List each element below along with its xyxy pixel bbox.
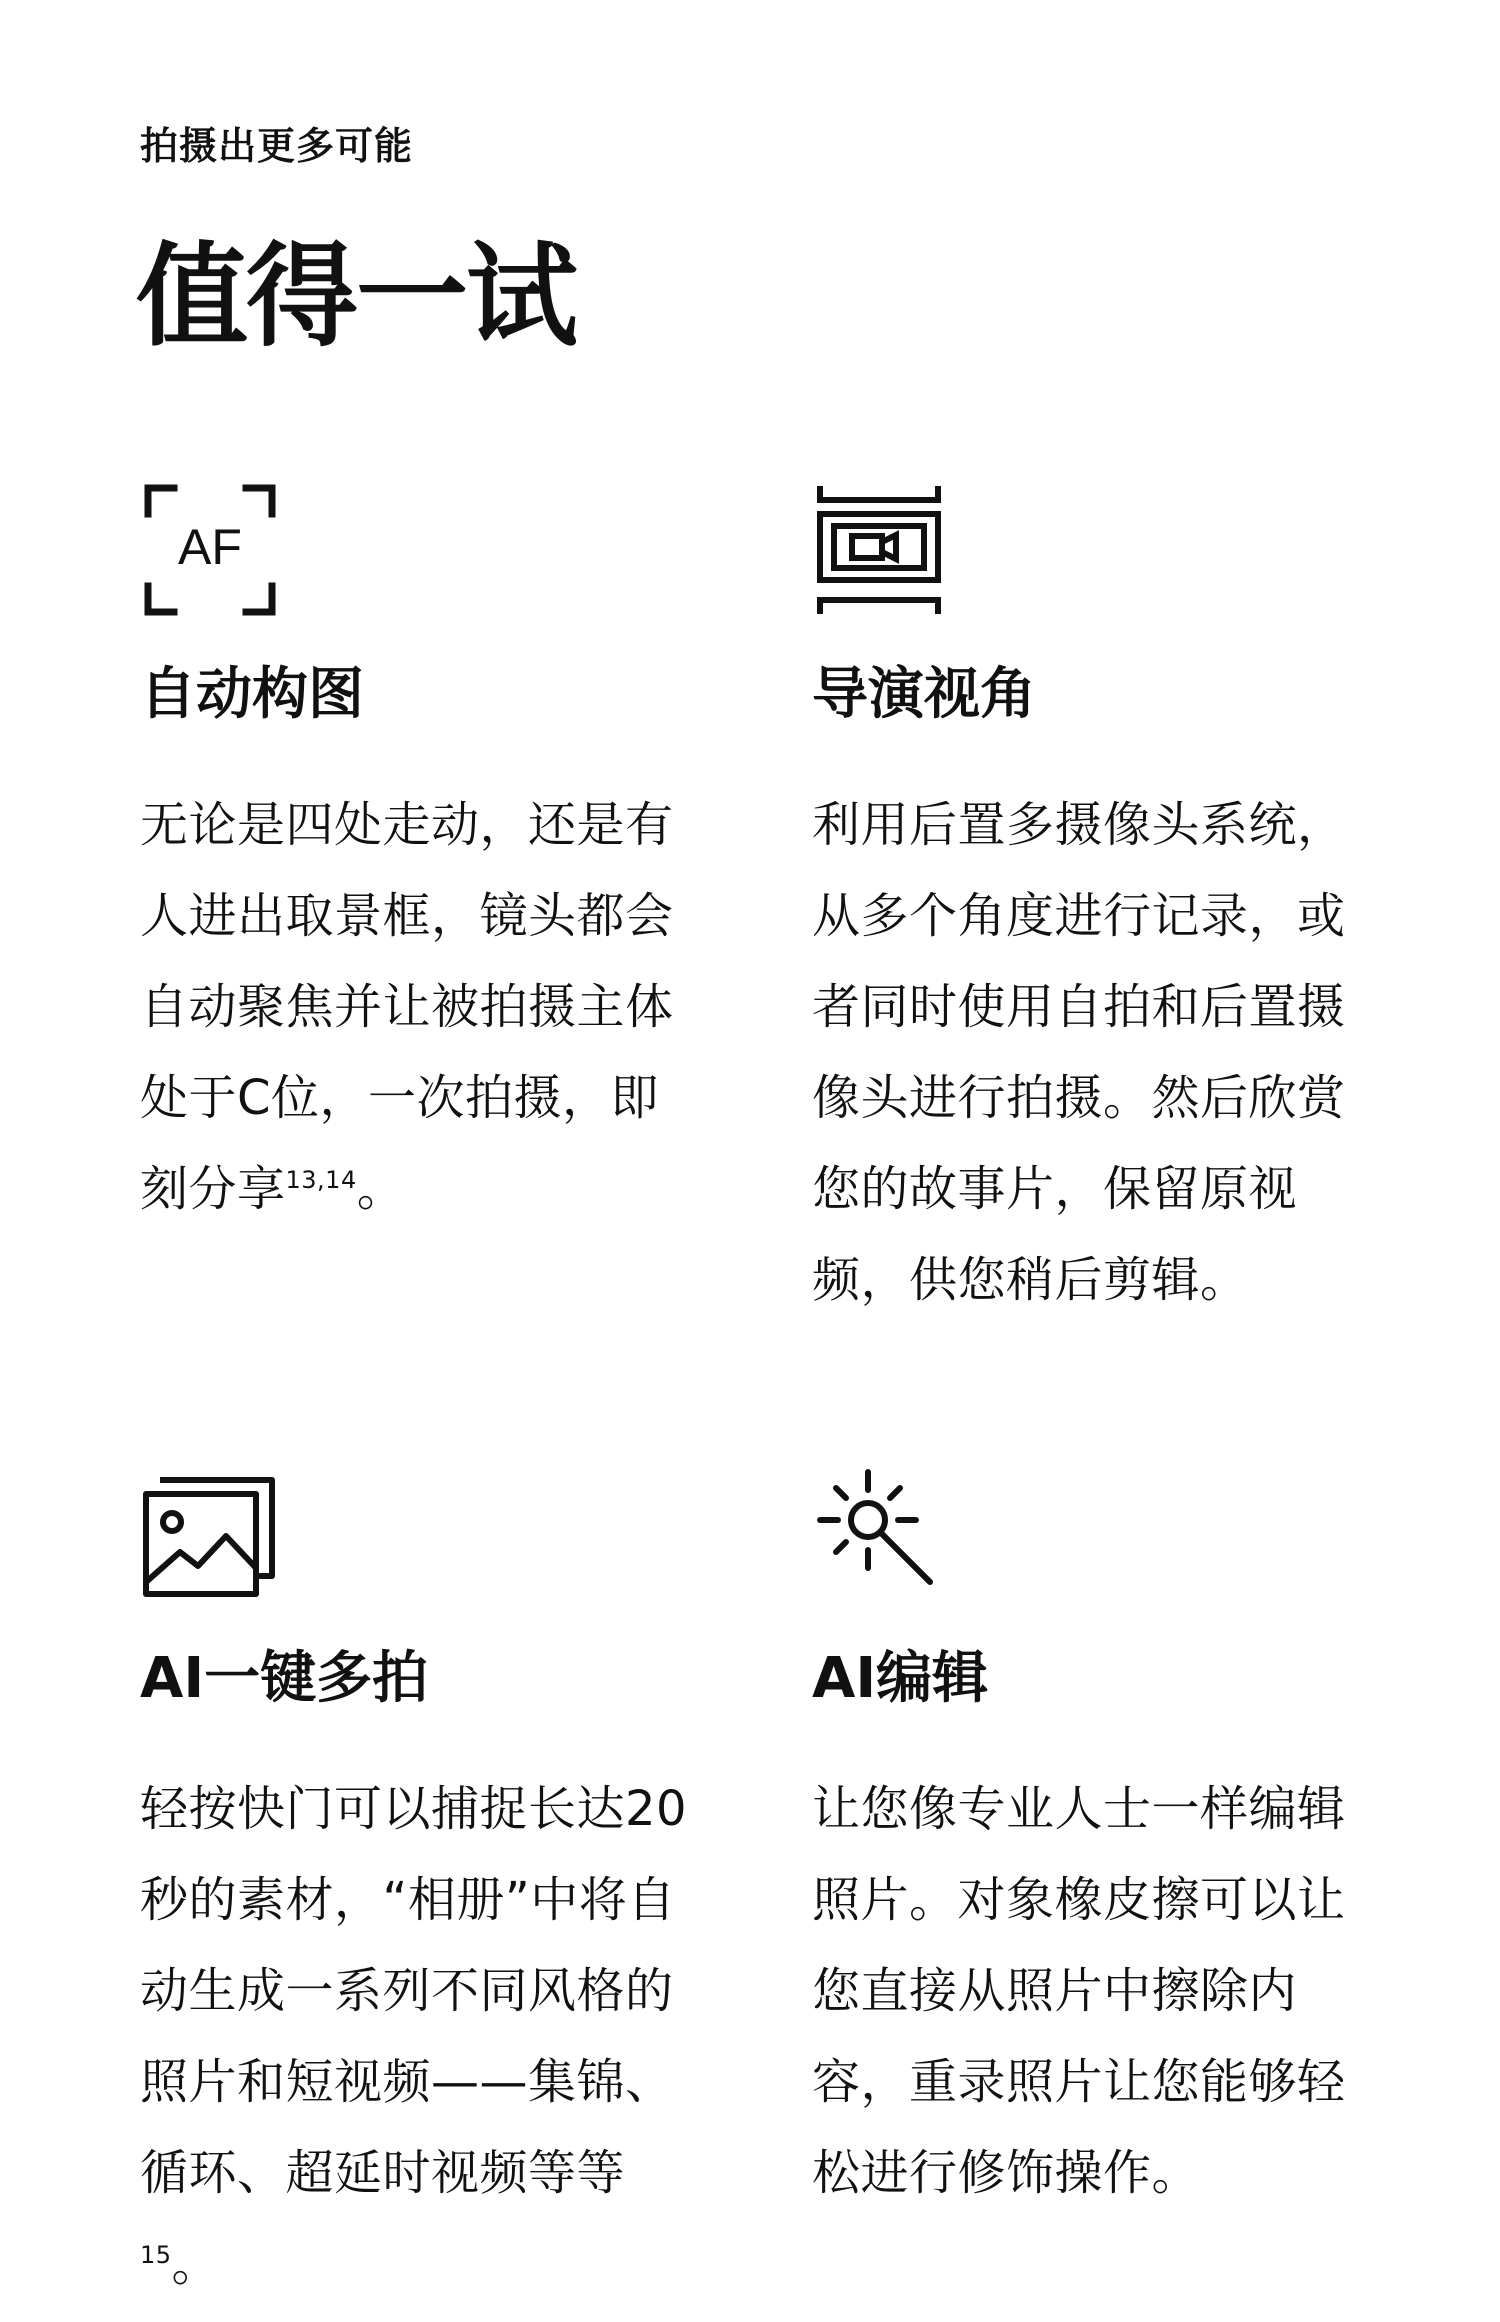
- feature-description: [812, 780, 1372, 1326]
- section-title: 值得一试: [136, 232, 576, 362]
- feature-title: AI编辑: [812, 1646, 989, 1711]
- feature-description-end: 。: [356, 1161, 406, 1217]
- section-eyebrow: 拍摄出更多可能: [140, 124, 414, 168]
- autofocus-frame-icon: [140, 480, 280, 620]
- feature-description-text: 利用后置多摄像头系统，从多个角度进行记录，或者同时使用自拍和后置摄像头进行拍摄。然后欣赏您的故事片，保留原视频，供您稍后剪辑。: [812, 797, 1346, 1308]
- photo-stack-icon: [140, 1464, 280, 1604]
- autofocus-icon-label: AF: [178, 519, 242, 575]
- feature-description: [140, 780, 700, 1235]
- footnote-ref[interactable]: 15: [140, 2241, 172, 2269]
- feature-description: [140, 1764, 700, 2310]
- magic-wand-sparkle-icon: [812, 1464, 952, 1604]
- feature-title: 导演视角: [812, 662, 1036, 727]
- director-view-camera-icon: [812, 480, 952, 620]
- footnote-ref[interactable]: 13,14: [285, 1166, 357, 1194]
- feature-description-end: 。: [171, 2236, 221, 2292]
- feature-description: [812, 1764, 1372, 2219]
- feature-description-text: 无论是四处走动，还是有人进出取景框，镜头都会自动聚焦并让被拍摄主体处于C位，一次拍摄，即刻分享: [140, 797, 674, 1217]
- feature-description-text: 轻按快门可以捕捉长达20秒的素材，“相册”中将自动生成一系列不同风格的照片和短视频——集锦、循环、超延时视频等等: [140, 1781, 688, 2201]
- feature-description-text: 让您像专业人士一样编辑照片。对象橡皮擦可以让您直接从照片中擦除内容，重录照片让您能够轻松进行修饰操作。: [812, 1781, 1346, 2201]
- feature-title: AI一键多拍: [140, 1646, 429, 1711]
- feature-title: 自动构图: [140, 662, 364, 727]
